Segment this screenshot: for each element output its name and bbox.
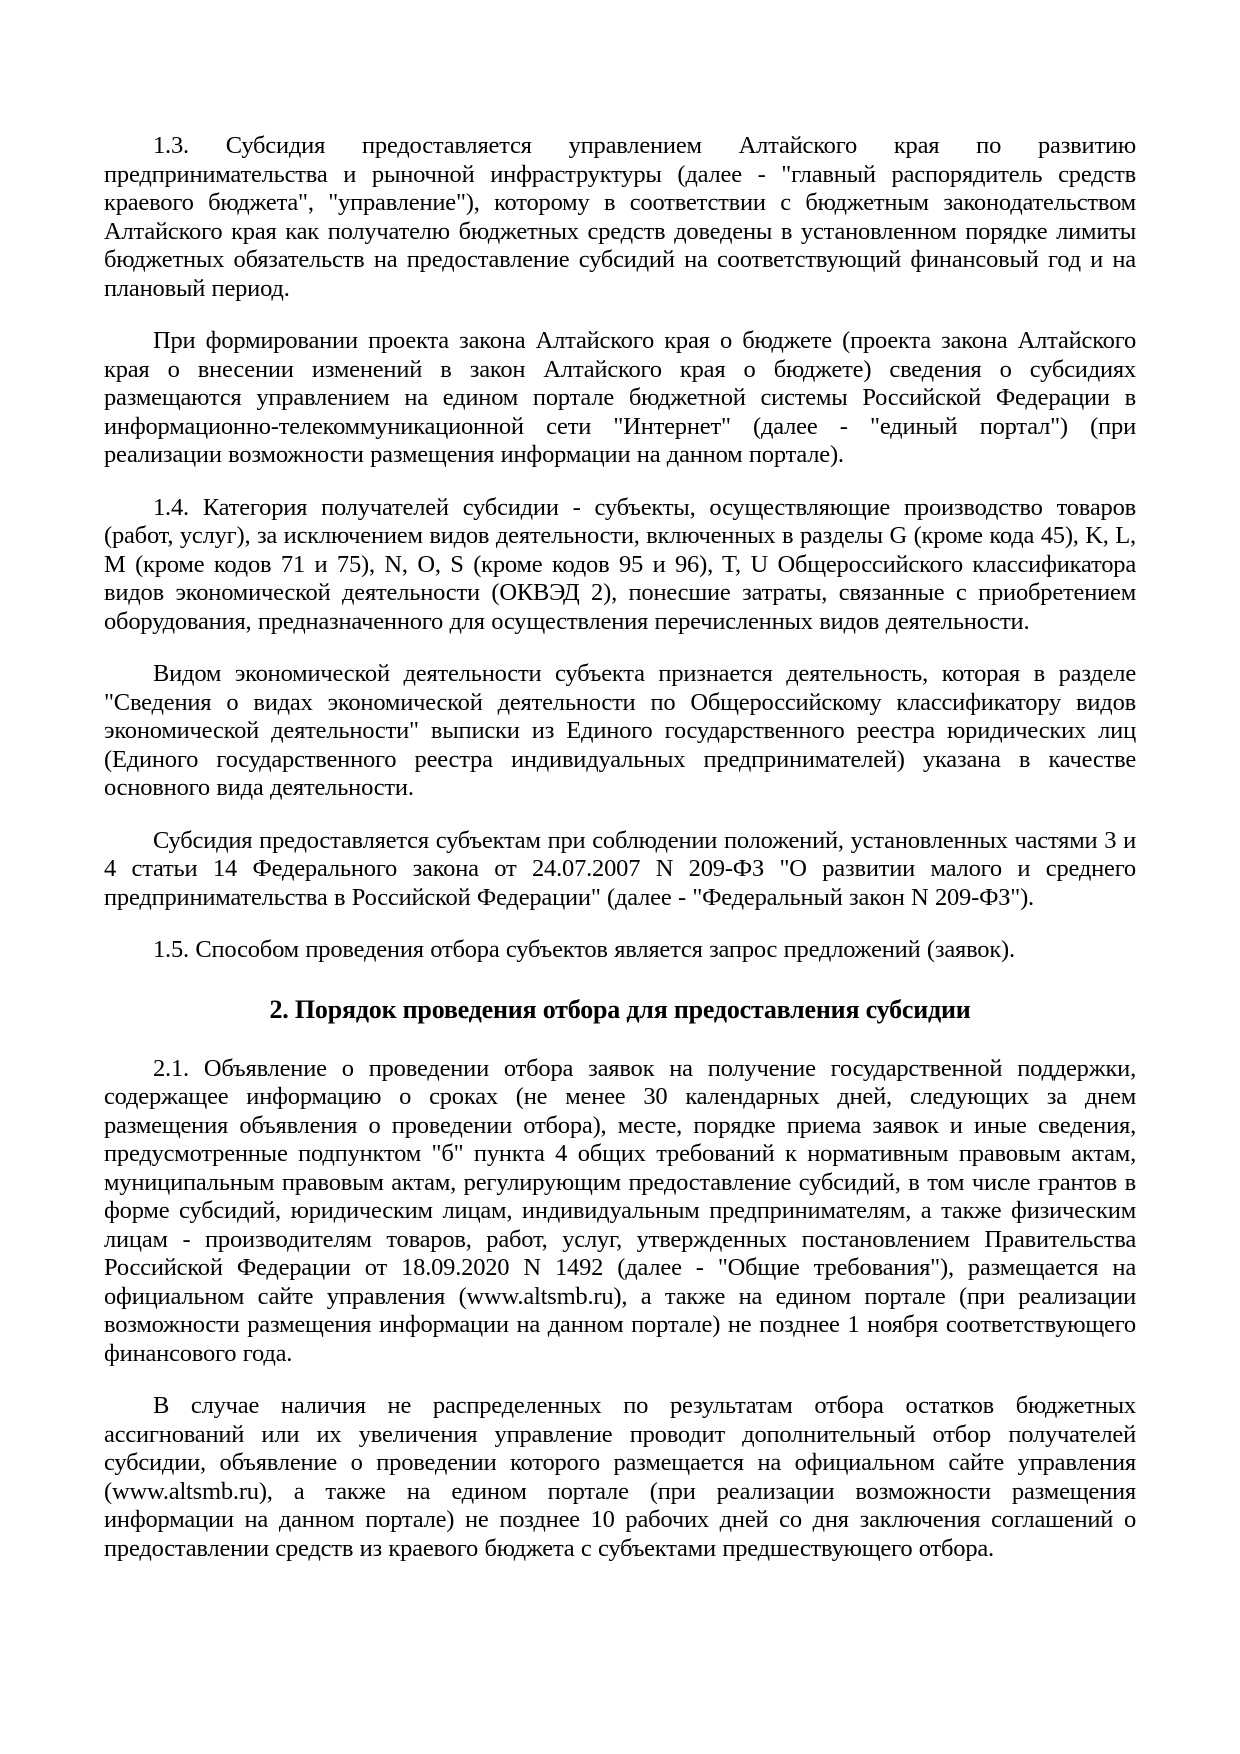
paragraph-federal-law-209: Субсидия предоставляется субъектам при соблюдении положений, установленных частями 3 и 4 статьи 14 Федерального закона от 24.07.2007 N 209-ФЗ "О развитии малого и среднего предпринимательства в Российской Федерации" (далее - "Федеральный закон N 209-ФЗ"). [104, 826, 1136, 911]
paragraph-activity-type: Видом экономической деятельности субъекта признается деятельность, которая в разделе "Сведения о видах экономической деятельности по Общероссийскому классификатору видов экономической деятельности" выписки из Единого государственного реестра юридических лиц (Единого государственного реестра индивидуальных предпринимателей) указана в качестве основного вида деятельности. [104, 660, 1136, 801]
paragraph-1-4: 1.4. Категория получателей субсидии - субъекты, осуществляющие производство товаров (работ, услуг), за исключением видов деятельности, включенных в разделы G (кроме кода 45), K, L, M (кроме кодов 71 и 75), N, O, S (кроме кодов 95 и 96), T, U Общероссийского классификатора видов экономической деятельности (ОКВЭД 2), понесшие затраты, связанные с приобретением оборудования, предназначенного для осуществления перечисленных видов деятельности. [104, 493, 1136, 635]
paragraph-2-1: 2.1. Объявление о проведении отбора заявок на получение государственной поддержки, содержащее информацию о сроках (не менее 30 календарных дней, следующих за днем размещения объявления о проведении отбора), месте, порядке приема заявок и иные сведения, предусмотренные подпунктом "б" пункта 4 общих требований к нормативным правовым актам, муниципальным правовым актам, регулирующим предоставление субсидий, в том числе грантов в форме субсидий, юридическим лицам, индивидуальным предпринимателям, а также физическим лицам - производителям товаров, работ, услуг, утвержденных постановлением Правительства Российской Федерации от 18.09.2020 N 1492 (далее - "Общие требования"), размещается на официальном сайте управления (www.altsmb.ru), а также на едином портале (при реализации возможности размещения информации на данном портале) не позднее 1 ноября соответствующего финансового года. [104, 1054, 1136, 1367]
paragraph-budget-law-info: При формировании проекта закона Алтайского края о бюджете (проекта закона Алтайского края о внесении изменений в закон Алтайского края о бюджете) сведения о субсидиях размещаются управлением на едином портале бюджетной системы Российской Федерации в информационно-телекоммуникационной сети "Интернет" (далее - "единый портал") (при реализации возможности размещения информации на данном портале). [104, 327, 1136, 468]
section-2-heading: 2. Порядок проведения отбора для предоставления субсидии [269, 994, 971, 1024]
paragraph-additional-selection: В случае наличия не распределенных по результатам отбора остатков бюджетных ассигнований или их увеличения управление проводит дополнительный отбор получателей субсидии, объявление о проведении которого размещается на официальном сайте управления (www.altsmb.ru), а также на едином портале (при реализации возможности размещения информации на данном портале) не позднее 10 рабочих дней со дня заключения соглашений о предоставлении средств из краевого бюджета с субъектами предшествующего отбора. [104, 1392, 1136, 1562]
paragraph-1-3: 1.3. Субсидия предоставляется управлением Алтайского края по развитию предпринимательства и рыночной инфраструктуры (далее - "главный распорядитель средств краевого бюджета", "управление"), которому в соответствии с бюджетным законодательством Алтайского края как получателю бюджетных средств доведены в установленном порядке лимиты бюджетных обязательств на предоставление субсидий на соответствующий финансовый год и на плановый период. [104, 132, 1136, 302]
paragraph-1-5: 1.5. Способом проведения отбора субъектов является запрос предложений (заявок). [153, 936, 1015, 963]
